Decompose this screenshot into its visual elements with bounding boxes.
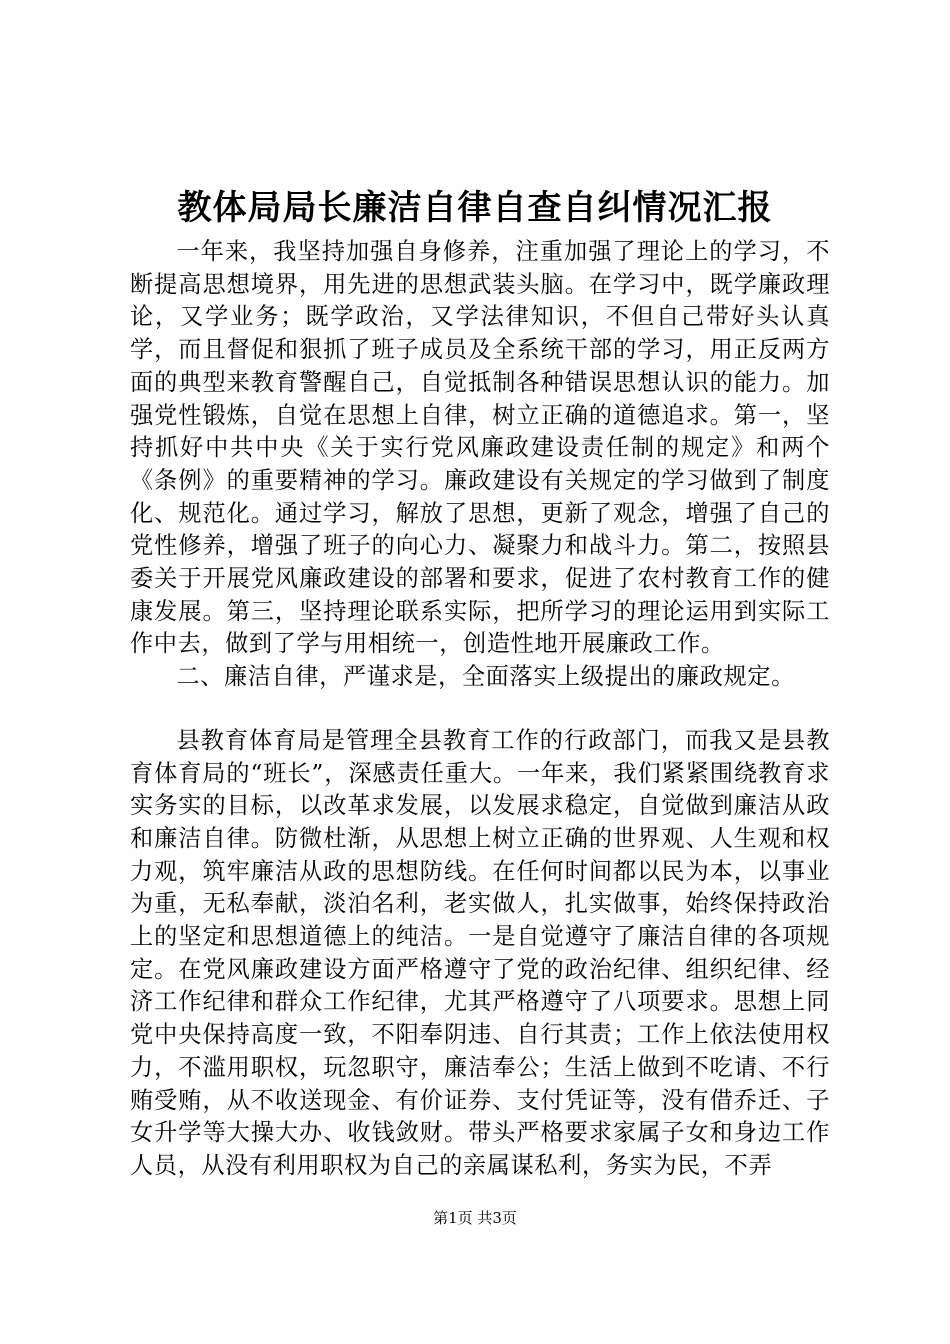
section-heading-2: 二、廉洁自律，严谨求是，全面落实上级提出的廉政规定。 xyxy=(176,663,795,691)
body-paragraph-3: 县教育体育局是管理全县教育工作的行政部门，而我又是县教育体育局的“班长”，深感责任重大。一年来，我们紧紧围绕教育求实务实的目标，以改革求发展，以发展求稳定，自觉做到廉洁从政和廉洁自律。防微杜渐，从思想上树立正确的世界观、人生观和权力观，筑牢廉洁从政的思想防线。在任何时间都以民为本，以事业为重，无私奉献，淡泊名利，老实做人，扎实做事，始终保持政治上的坚定和思想道德上的纯洁。一是自觉遵守了廉洁自律的各项规定。在党风廉政建设方面严格遵守了党的政治纪律、组织纪律、经济工作纪律和群众工作纪律，尤其严格遵守了八项要求。思想上同党中央保持高度一致，不阳奉阴违、自行其责；工作上依法使用权力，不滥用职权，玩忽职守，廉洁奉公；生活上做到不吃请、不行贿受贿，从不收送现金、有价证券、支付凭证等，没有借乔迁、子女升学等大操大办、收钱敛财。带头严格要求家属子女和身边工作人员，从没有利用职权为自己的亲属谋私利，务实为民，不弄 xyxy=(130,726,830,1179)
body-paragraph-1: 一年来，我坚持加强自身修养，注重加强了理论上的学习，不断提高思想境界，用先进的思想武装头脑。在学习中，既学廉政理论，又学业务；既学政治，又学法律知识，不但自己带好头认真学，而且督促和狠抓了班子成员及全系统干部的学习，用正反两方面的典型来教育警醒自己，自觉抵制各种错误思想认识的能力。加强党性锻炼，自觉在思想上自律，树立正确的道德追求。第一，坚持抓好中共中央《关于实行党风廉政建设责任制的规定》和两个《条例》的重要精神的学习。廉政建设有关规定的学习做到了制度化、规范化。通过学习，解放了思想，更新了观念，增强了自己的党性修养，增强了班子的向心力、凝聚力和战斗力。第二，按照县委关于开展党风廉政建设的部署和要求，促进了农村教育工作的健康发展。第三，坚持理论联系实际，把所学习的理论运用到实际工作中去，做到了学与用相统一，创造性地开展廉政工作。 xyxy=(130,238,830,658)
document-title: 教体局局长廉洁自律自查自纠情况汇报 xyxy=(177,188,773,228)
page-number-footer: 第1页 共3页 xyxy=(433,1209,517,1227)
document-body xyxy=(130,236,830,1183)
